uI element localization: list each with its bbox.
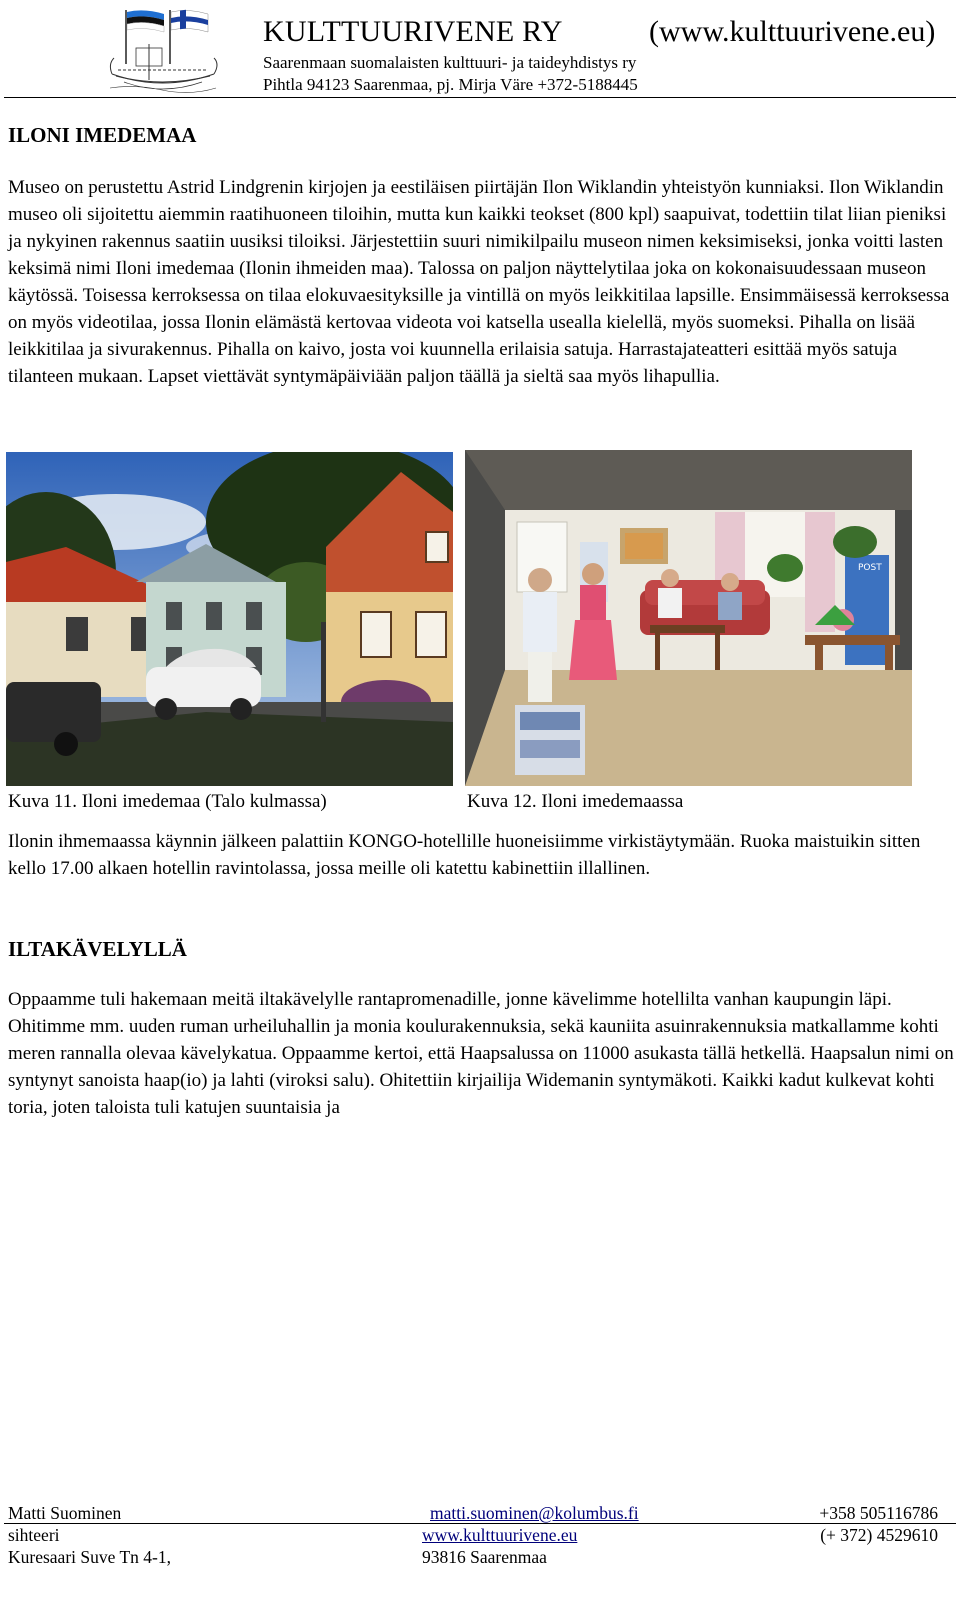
- footer-website-link[interactable]: www.kulttuurivene.eu: [422, 1525, 578, 1545]
- kulttuurivene-logo: [104, 4, 222, 98]
- photo-museum-exterior: [6, 452, 453, 786]
- section-heading-iloni-imedemaa: ILONI IMEDEMAA: [8, 123, 197, 147]
- paragraph-after-visit: Ilonin ihmemaassa käynnin jälkeen palattiin KONGO-hotellille huoneisiimme virkistäytymään. Ruoka maistuikin sitten kello 17.00 alkaen hotellin ravintolassa, jossa meille oli katettu kabinettiin illallinen.: [8, 831, 921, 879]
- paragraph-museum: Museo on perustettu Astrid Lindgrenin kirjojen ja eestiläisen piirtäjän Ilon Wiklandin yhteistyön kunniaksi. Ilon Wiklandin museo oli sijoitettu aiemmin raatihuoneen tiloihin, mutta kun kaikki teokset (800 kpl) saapuivat, todettiin tilat liian pieniksi ja nykyinen rakennus saatiin uusiksi tiloiksi. Järjestettiin suuri nimikilpailu museon nimen keksimiseksi, jonka voitti lasten keksimä nimi Iloni imedemaa (Ilonin ihmeiden maa). Talossa on paljon näyttelytilaa joka on kokonaisuudessaan museon käytössä. Toisessa kerroksessa on tilaa elokuvaesityksille ja vintillä on myös leikkitilaa lapsille. Ensimmäisessä kerroksessa on myös videotilaa, jossa Ilonin elämästä kertovaa videota voi katsella usealla kielellä, myös suomeksi. Pihalla on lisää leikkitilaa ja sivurakennus. Pihalla on kaivo, josta voi kuunnella erilaisia satuja. Harrastajateatteri esittää myös satuja tilanteen mukaan. Lapset viettävät syntymäpäiviään paljon täällä ja sieltä saa myös lihapullia.: [8, 177, 950, 387]
- footer-role: sihteeri: [8, 1525, 60, 1545]
- organization-website: (www.kulttuurivene.eu): [649, 15, 936, 48]
- post-sign-text: POST: [858, 563, 882, 573]
- organization-address: Pihtla 94123 Saarenmaa, pj. Mirja Väre +372-5188445: [263, 75, 638, 94]
- footer-phone-1: +358 505116786: [819, 1503, 938, 1523]
- estonian-flag-icon: [127, 10, 164, 32]
- footer-name: Matti Suominen: [8, 1503, 122, 1523]
- footer-email-link[interactable]: matti.suominen@kolumbus.fi: [430, 1503, 639, 1523]
- organization-name: KULTTUURIVENE RY: [263, 15, 563, 48]
- footer-street: Kuresaari Suve Tn 4-1,: [8, 1547, 171, 1567]
- section-heading-iltakavelylla: ILTAKÄVELYLLÄ: [8, 937, 187, 961]
- organization-subtitle: Saarenmaan suomalaisten kulttuuri- ja taideyhdistys ry: [263, 53, 637, 72]
- paragraph-evening-walk: Oppaamme tuli hakemaan meitä iltakävelylle rantapromenadille, jonne kävelimme hotellilta vanhan kaupungin läpi. Ohitimme mm. uuden ruman urheiluhallin ja monia koulurakennuksia, sekä kauniita asuinrakennuksia matkallamme kohti meren rannalla olevaa kävelykatua. Oppaamme kertoi, että Haapsalussa on 11000 asukasta tällä hetkellä. Haapsalun nimi on syntynyt sanoista haap(io) ja lahti (viroksi salu). Ohitettiin kirjailija Widemanin syntymäkoti. Kaikki kadut kulkevat kohti toria, joten taloista tuli katujen suuntaisia ja: [8, 989, 954, 1118]
- footer-phone-2: (+ 372) 4529610: [820, 1525, 938, 1545]
- footer-postal: 93816 Saarenmaa: [422, 1547, 547, 1567]
- header-divider: [4, 97, 956, 98]
- photo-museum-interior: [465, 450, 912, 786]
- finnish-flag-icon: [171, 10, 208, 32]
- caption-photo-12: Kuva 12. Iloni imedemaassa: [467, 791, 684, 812]
- caption-photo-11: Kuva 11. Iloni imedemaa (Talo kulmassa): [8, 791, 327, 812]
